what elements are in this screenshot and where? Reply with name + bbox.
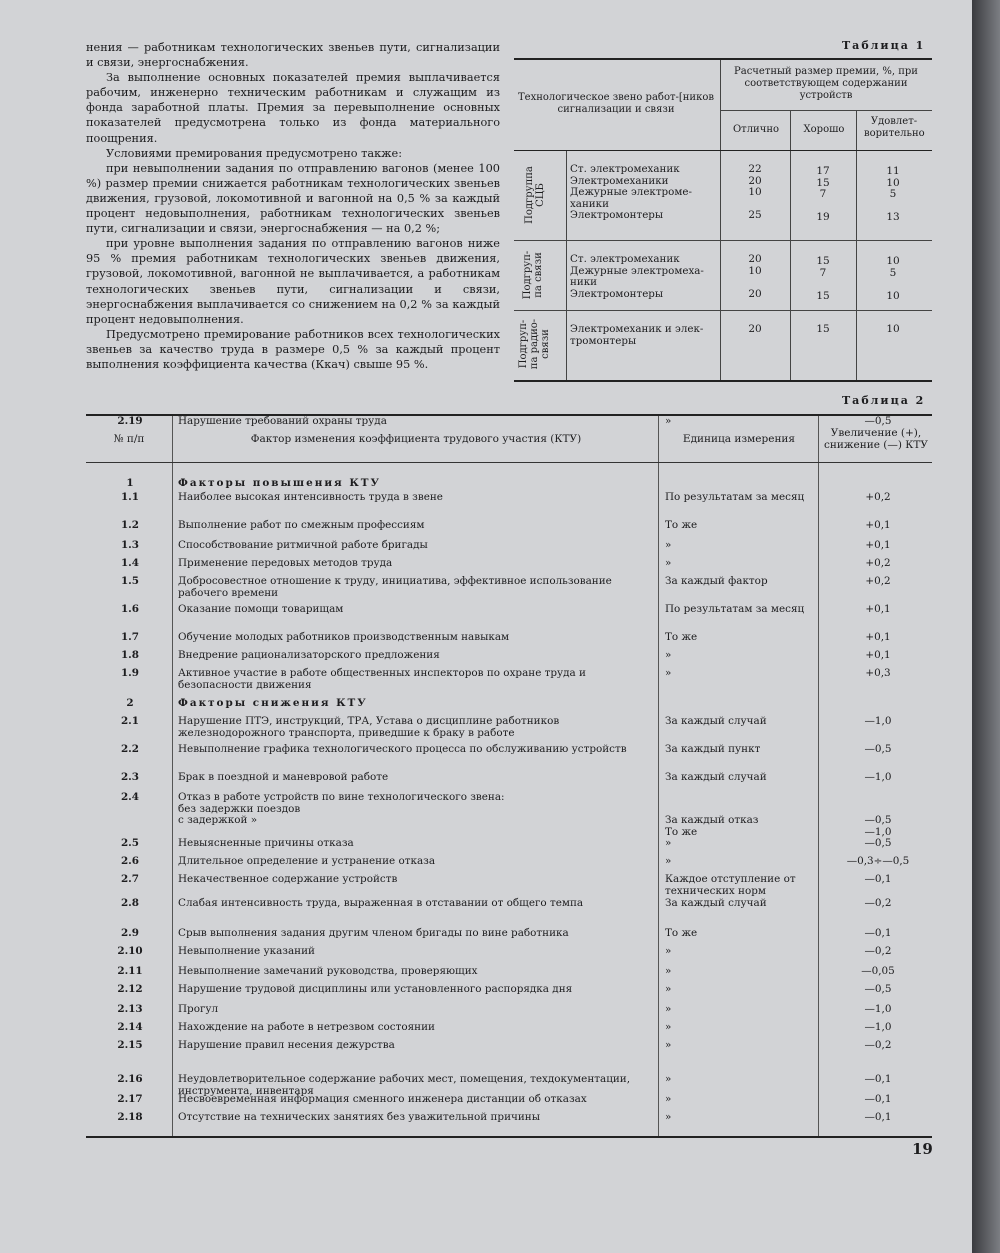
row-unit: » xyxy=(665,539,672,551)
table1-head-excellent: Отлично xyxy=(732,124,780,135)
row-unit: » xyxy=(665,1093,672,1105)
row-unit: » xyxy=(665,1003,672,1015)
row-number: 1.8 xyxy=(120,649,140,661)
row-change: —0,1 xyxy=(864,1093,892,1105)
table1-group-satisfactory: 10 xyxy=(886,323,900,335)
row-unit: За каждый пункт xyxy=(665,743,761,755)
table1-group-good: 15 xyxy=(816,323,830,335)
row-change: +0,1 xyxy=(865,519,891,531)
row-number: 1.9 xyxy=(120,667,140,679)
row-number: 2.3 xyxy=(120,771,140,783)
row-unit: По результатам за месяц xyxy=(665,491,805,503)
table1-head-rate: Расчетный размер премии, %, при соответствующем содержании устройств xyxy=(734,66,918,101)
table1-caption: Таблица 1 xyxy=(842,39,926,52)
row-unit: » xyxy=(665,667,672,679)
row-change: —0,5 xyxy=(864,415,892,427)
row-factor: Нарушение правил несения дежурства xyxy=(178,1039,395,1051)
row-change: —0,5 xyxy=(864,743,892,755)
row-number: 2.15 xyxy=(117,1039,143,1051)
row-number: 2.14 xyxy=(117,1021,143,1033)
table1-group-excellent: 20 xyxy=(748,323,762,335)
row-change: —1,0 xyxy=(864,715,892,727)
table1-group-excellent: 22 20 10 25 xyxy=(748,163,762,221)
row-factor: Невыполнение замечаний руководства, проверяющих xyxy=(178,965,478,977)
table1-group-items: Электромеханик и элек- тромонтеры xyxy=(570,323,704,347)
row-change: —0,1 xyxy=(864,1073,892,1085)
row-number: 2 xyxy=(126,697,134,709)
row-number: 2.11 xyxy=(117,965,143,977)
row-change: —1,0 xyxy=(864,1021,892,1033)
row-factor: Невыполнение указаний xyxy=(178,945,315,957)
row-number: 2.9 xyxy=(120,927,140,939)
row-factor: Отказ в работе устройств по вине технологического звена: без задержки поездов с задержкой » xyxy=(178,791,505,826)
row-unit: За каждый отказ То же xyxy=(665,814,759,838)
row-unit: » xyxy=(665,945,672,957)
row-change: +0,1 xyxy=(865,603,891,615)
row-factor: Слабая интенсивность труда, выраженная в отставании от общего темпа xyxy=(178,897,584,909)
row-number: 2.8 xyxy=(120,897,140,909)
row-factor: Прогул xyxy=(178,1003,219,1015)
paragraph: Условиями премирования предусмотрено также: xyxy=(106,146,403,160)
row-unit: » xyxy=(665,649,672,661)
row-change: +0,1 xyxy=(865,539,891,551)
row-number: 2.1 xyxy=(120,715,140,727)
row-unit: То же xyxy=(665,631,698,643)
row-change: —0,2 xyxy=(864,1039,892,1051)
table1-group-satisfactory: 11 10 5 13 xyxy=(886,165,900,223)
row-unit: » xyxy=(665,1111,672,1123)
row-unit: » xyxy=(665,965,672,977)
row-change: +0,2 xyxy=(865,557,891,569)
row-number: 2.17 xyxy=(117,1093,143,1105)
row-factor: Неудовлетворительное содержание рабочих мест, помещения, техдокументации, инструмента, инвентаря xyxy=(178,1073,631,1097)
row-unit: За каждый случай xyxy=(665,715,767,727)
table2-caption: Таблица 2 xyxy=(842,394,926,407)
row-factor: Нарушение трудовой дисциплины или установленного распорядка дня xyxy=(178,983,573,995)
row-number: 1.6 xyxy=(120,603,140,615)
row-factor: Применение передовых методов труда xyxy=(178,557,393,569)
row-change: +0,2 xyxy=(865,575,891,587)
table2-head-factor: Фактор изменения коэффициента трудового участия (КТУ) xyxy=(250,433,582,445)
row-factor: Отсутствие на технических занятиях без уважительной причины xyxy=(178,1111,541,1123)
paragraph: при невыполнении задания по отправлению вагонов (менее 100 %) размер премии снижается работникам технологических звеньев движения, грузовой, локомотивной и вагонной на 0,5 % за каждый процент недовыполнения, работникам технологических звеньев пути, сигнализации и связи, энергоснабжения — на 0,2 %; xyxy=(86,161,500,236)
row-number: 2.13 xyxy=(117,1003,143,1015)
row-factor: Срыв выполнения задания другим членом бригады по вине работника xyxy=(178,927,569,939)
row-change: —0,1 xyxy=(864,1111,892,1123)
row-number: 1.3 xyxy=(120,539,140,551)
row-unit: За каждый случай xyxy=(665,771,767,783)
body-text-column xyxy=(86,40,500,372)
row-factor: Выполнение работ по смежным профессиям xyxy=(178,519,425,531)
row-factor: Обучение молодых работников производственным навыкам xyxy=(178,631,510,643)
table2-head-number: № п/п xyxy=(113,433,145,445)
row-number: 2.18 xyxy=(117,1111,143,1123)
row-factor: Факторы повышения КТУ xyxy=(178,477,381,489)
row-number: 2.6 xyxy=(120,855,140,867)
row-number: 2.19 xyxy=(117,415,143,427)
row-factor: Способствование ритмичной работе бригады xyxy=(178,539,428,551)
row-number: 2.2 xyxy=(120,743,140,755)
paragraph: Предусмотрено премирование работников всех технологических звеньев за качество труда в размере 0,5 % за каждый процент выполнения коэффициента качества (Ккач) свыше 95 %. xyxy=(86,327,500,371)
table1-head-satisfactory: Удовлет-ворительно xyxy=(864,116,925,139)
row-number: 1.5 xyxy=(120,575,140,587)
paragraph: За выполнение основных показателей премия выплачивается рабочим, инженерно техническим работникам и служащим из фонда заработной платы. Премия за перевыполнение основных показателей предусмотрена только из фонда материального поощрения. xyxy=(86,71,500,145)
row-unit: » xyxy=(665,557,672,569)
row-unit: » xyxy=(665,855,672,867)
table1-group-satisfactory: 10 5 10 xyxy=(886,255,900,302)
row-factor: Наиболее высокая интенсивность труда в звене xyxy=(178,491,443,503)
row-factor: Внедрение рационализаторского предложения xyxy=(178,649,440,661)
row-factor: Активное участие в работе общественных инспекторов по охране труда и безопасности движения xyxy=(178,667,586,691)
row-unit: По результатам за месяц xyxy=(665,603,805,615)
paragraph: при уровне выполнения задания по отправлению вагонов ниже 95 % премия работникам технологических звеньев движения, грузовой, локомотивной, вагонной не выплачивается, а работникам технологических звеньев пути, сигнализации и связи, энергоснабжения выплачивается со снижением на 0,2 % за каждый процент недовыполнения. xyxy=(86,237,500,326)
row-factor: Факторы снижения КТУ xyxy=(178,697,368,709)
row-unit: » xyxy=(665,1073,672,1085)
row-unit: Каждое отступление от технических норм xyxy=(665,873,796,897)
row-change: —0,5 —1,0 xyxy=(864,814,892,838)
row-change: +0,1 xyxy=(865,631,891,643)
row-number: 1.2 xyxy=(120,519,140,531)
table1-group-excellent: 20 10 20 xyxy=(748,253,762,300)
row-number: 1 xyxy=(126,477,134,489)
table1 xyxy=(514,58,932,382)
row-change: —0,2 xyxy=(864,897,892,909)
row-number: 2.10 xyxy=(117,945,143,957)
table1-group-items: Ст. электромеханик Электромеханики Дежурные электроме- ханики Электромонтеры xyxy=(570,163,692,221)
table2-head-unit: Единица измерения xyxy=(682,433,796,445)
row-factor: Нарушение требований охраны труда xyxy=(178,415,387,427)
row-factor: Брак в поездной и маневровой работе xyxy=(178,771,389,783)
table1-group-label: Подгруппа СЦБ xyxy=(524,166,546,224)
row-factor: Нахождение на работе в нетрезвом состоянии xyxy=(178,1021,435,1033)
table1-group-good: 17 15 7 19 xyxy=(816,165,830,223)
page-number: 19 xyxy=(912,1140,933,1158)
row-factor: Несвоевременная информация сменного инженера дистанции об отказах xyxy=(178,1093,587,1105)
row-change: +0,1 xyxy=(865,649,891,661)
row-change: —0,2 xyxy=(864,945,892,957)
row-number: 2.16 xyxy=(117,1073,143,1085)
row-change: —0,1 xyxy=(864,873,892,885)
row-number: 2.5 xyxy=(120,837,140,849)
row-factor: Некачественное содержание устройств xyxy=(178,873,398,885)
row-change: +0,3 xyxy=(865,667,891,679)
row-number: 2.7 xyxy=(120,873,140,885)
paragraph: нения — работникам технологических звеньев пути, сигнализации и связи, энергоснабжения. xyxy=(86,41,500,70)
row-number: 1.4 xyxy=(120,557,140,569)
row-change: —1,0 xyxy=(864,771,892,783)
row-unit: » xyxy=(665,1021,672,1033)
row-change: —0,5 xyxy=(864,983,892,995)
row-unit: То же xyxy=(665,519,698,531)
table1-group-label: Подгруп- па связи xyxy=(522,250,544,300)
row-number: 1.1 xyxy=(120,491,140,503)
table1-group-label: Подгруп- па радио- связи xyxy=(518,318,551,370)
row-factor: Невыясненные причины отказа xyxy=(178,837,354,849)
row-number: 1.7 xyxy=(120,631,140,643)
table1-head-link: Технологическое звено работ-[ников сигнализации и связи xyxy=(518,92,715,115)
row-factor: Оказание помощи товарищам xyxy=(178,603,344,615)
row-factor: Невыполнение графика технологического процесса по обслуживанию устройств xyxy=(178,743,627,755)
row-change: —0,1 xyxy=(864,927,892,939)
row-change: —0,5 xyxy=(864,837,892,849)
row-change: +0,2 xyxy=(865,491,891,503)
table1-group-items: Ст. электромеханик Дежурные электромеха- ники Электромонтеры xyxy=(570,253,704,300)
row-unit: » xyxy=(665,837,672,849)
row-unit: » xyxy=(665,983,672,995)
row-factor: Добросовестное отношение к труду, инициатива, эффективное использование рабочего времени xyxy=(178,575,612,599)
row-unit: » xyxy=(665,1039,672,1051)
row-change: —1,0 xyxy=(864,1003,892,1015)
row-factor: Нарушение ПТЭ, инструкций, ТРА, Устава о дисциплине работников железнодорожного транспорта, приведшие к браку в работе xyxy=(178,715,560,739)
row-number: 2.4 xyxy=(120,791,140,803)
table2 xyxy=(86,414,932,1138)
row-change: —0,3÷—0,5 xyxy=(846,855,910,867)
table1-head-good: Хорошо xyxy=(803,124,845,135)
row-unit: » xyxy=(665,415,672,427)
row-factor: Длительное определение и устранение отказа xyxy=(178,855,436,867)
row-unit: За каждый фактор xyxy=(665,575,768,587)
row-change: —0,05 xyxy=(861,965,895,977)
row-unit: То же xyxy=(665,927,698,939)
row-unit: За каждый случай xyxy=(665,897,767,909)
row-number: 2.12 xyxy=(117,983,143,995)
table1-group-good: 15 7 15 xyxy=(816,255,830,302)
table2-head-change: Увеличение (+), снижение (—) КТУ xyxy=(823,427,929,451)
